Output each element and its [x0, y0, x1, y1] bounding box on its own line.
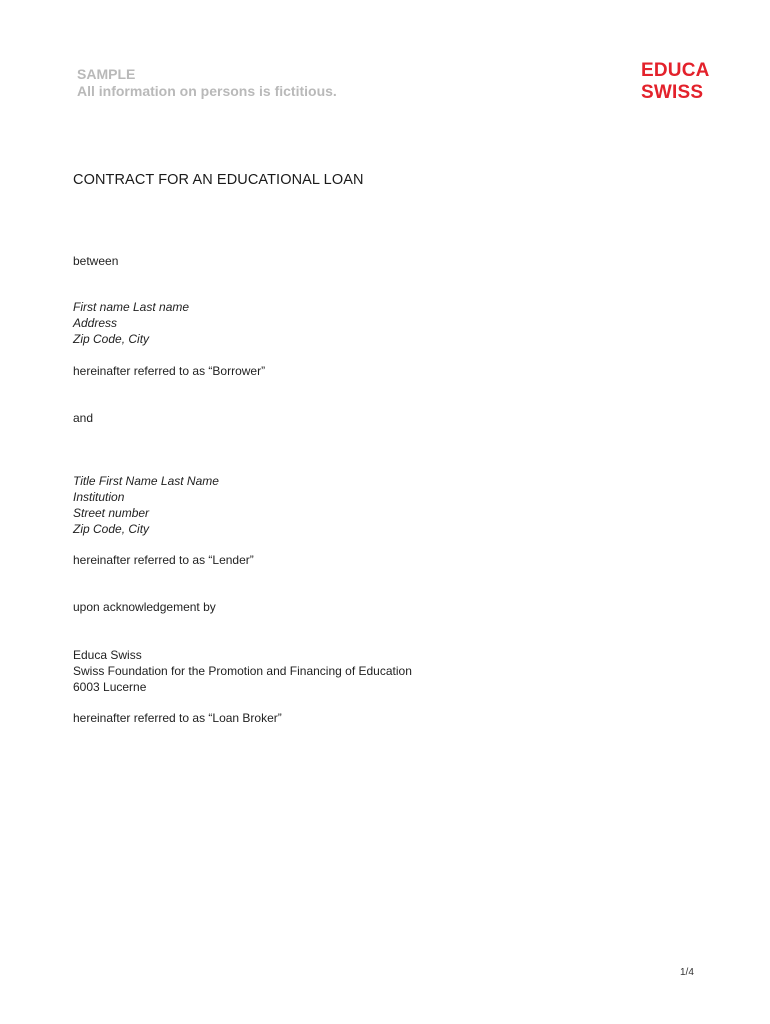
logo-line-2: SWISS [641, 82, 704, 103]
lender-name: Title First Name Last Name [73, 474, 219, 488]
page-number: 1/4 [680, 967, 694, 978]
lender-referred: hereinafter referred to as “Lender” [73, 553, 254, 567]
between-label: between [73, 254, 119, 268]
lender-city: Zip Code, City [73, 522, 150, 536]
educa-swiss-logo [641, 60, 710, 104]
borrower-name: First name Last name [73, 300, 190, 314]
broker-name: Educa Swiss [73, 648, 142, 662]
lender-address-block [73, 473, 219, 537]
broker-foundation: Swiss Foundation for the Promotion and Financing of Education [73, 664, 412, 678]
borrower-address: Address [73, 316, 118, 330]
borrower-city: Zip Code, City [73, 332, 150, 346]
document-title: CONTRACT FOR AN EDUCATIONAL LOAN [73, 172, 364, 188]
logo-line-1: EDUCA [641, 60, 710, 81]
sample-note: All information on persons is fictitious. [77, 83, 337, 99]
broker-referred: hereinafter referred to as “Loan Broker” [73, 711, 282, 725]
acknowledgement-label: upon acknowledgement by [73, 600, 216, 614]
broker-city: 6003 Lucerne [73, 680, 147, 694]
borrower-referred: hereinafter referred to as “Borrower” [73, 364, 266, 378]
sample-notice [77, 66, 337, 100]
borrower-address-block [73, 299, 189, 347]
lender-street: Street number [73, 506, 150, 520]
lender-institution: Institution [73, 490, 125, 504]
sample-label: SAMPLE [77, 66, 136, 82]
broker-address-block [73, 647, 412, 695]
and-label: and [73, 411, 94, 425]
